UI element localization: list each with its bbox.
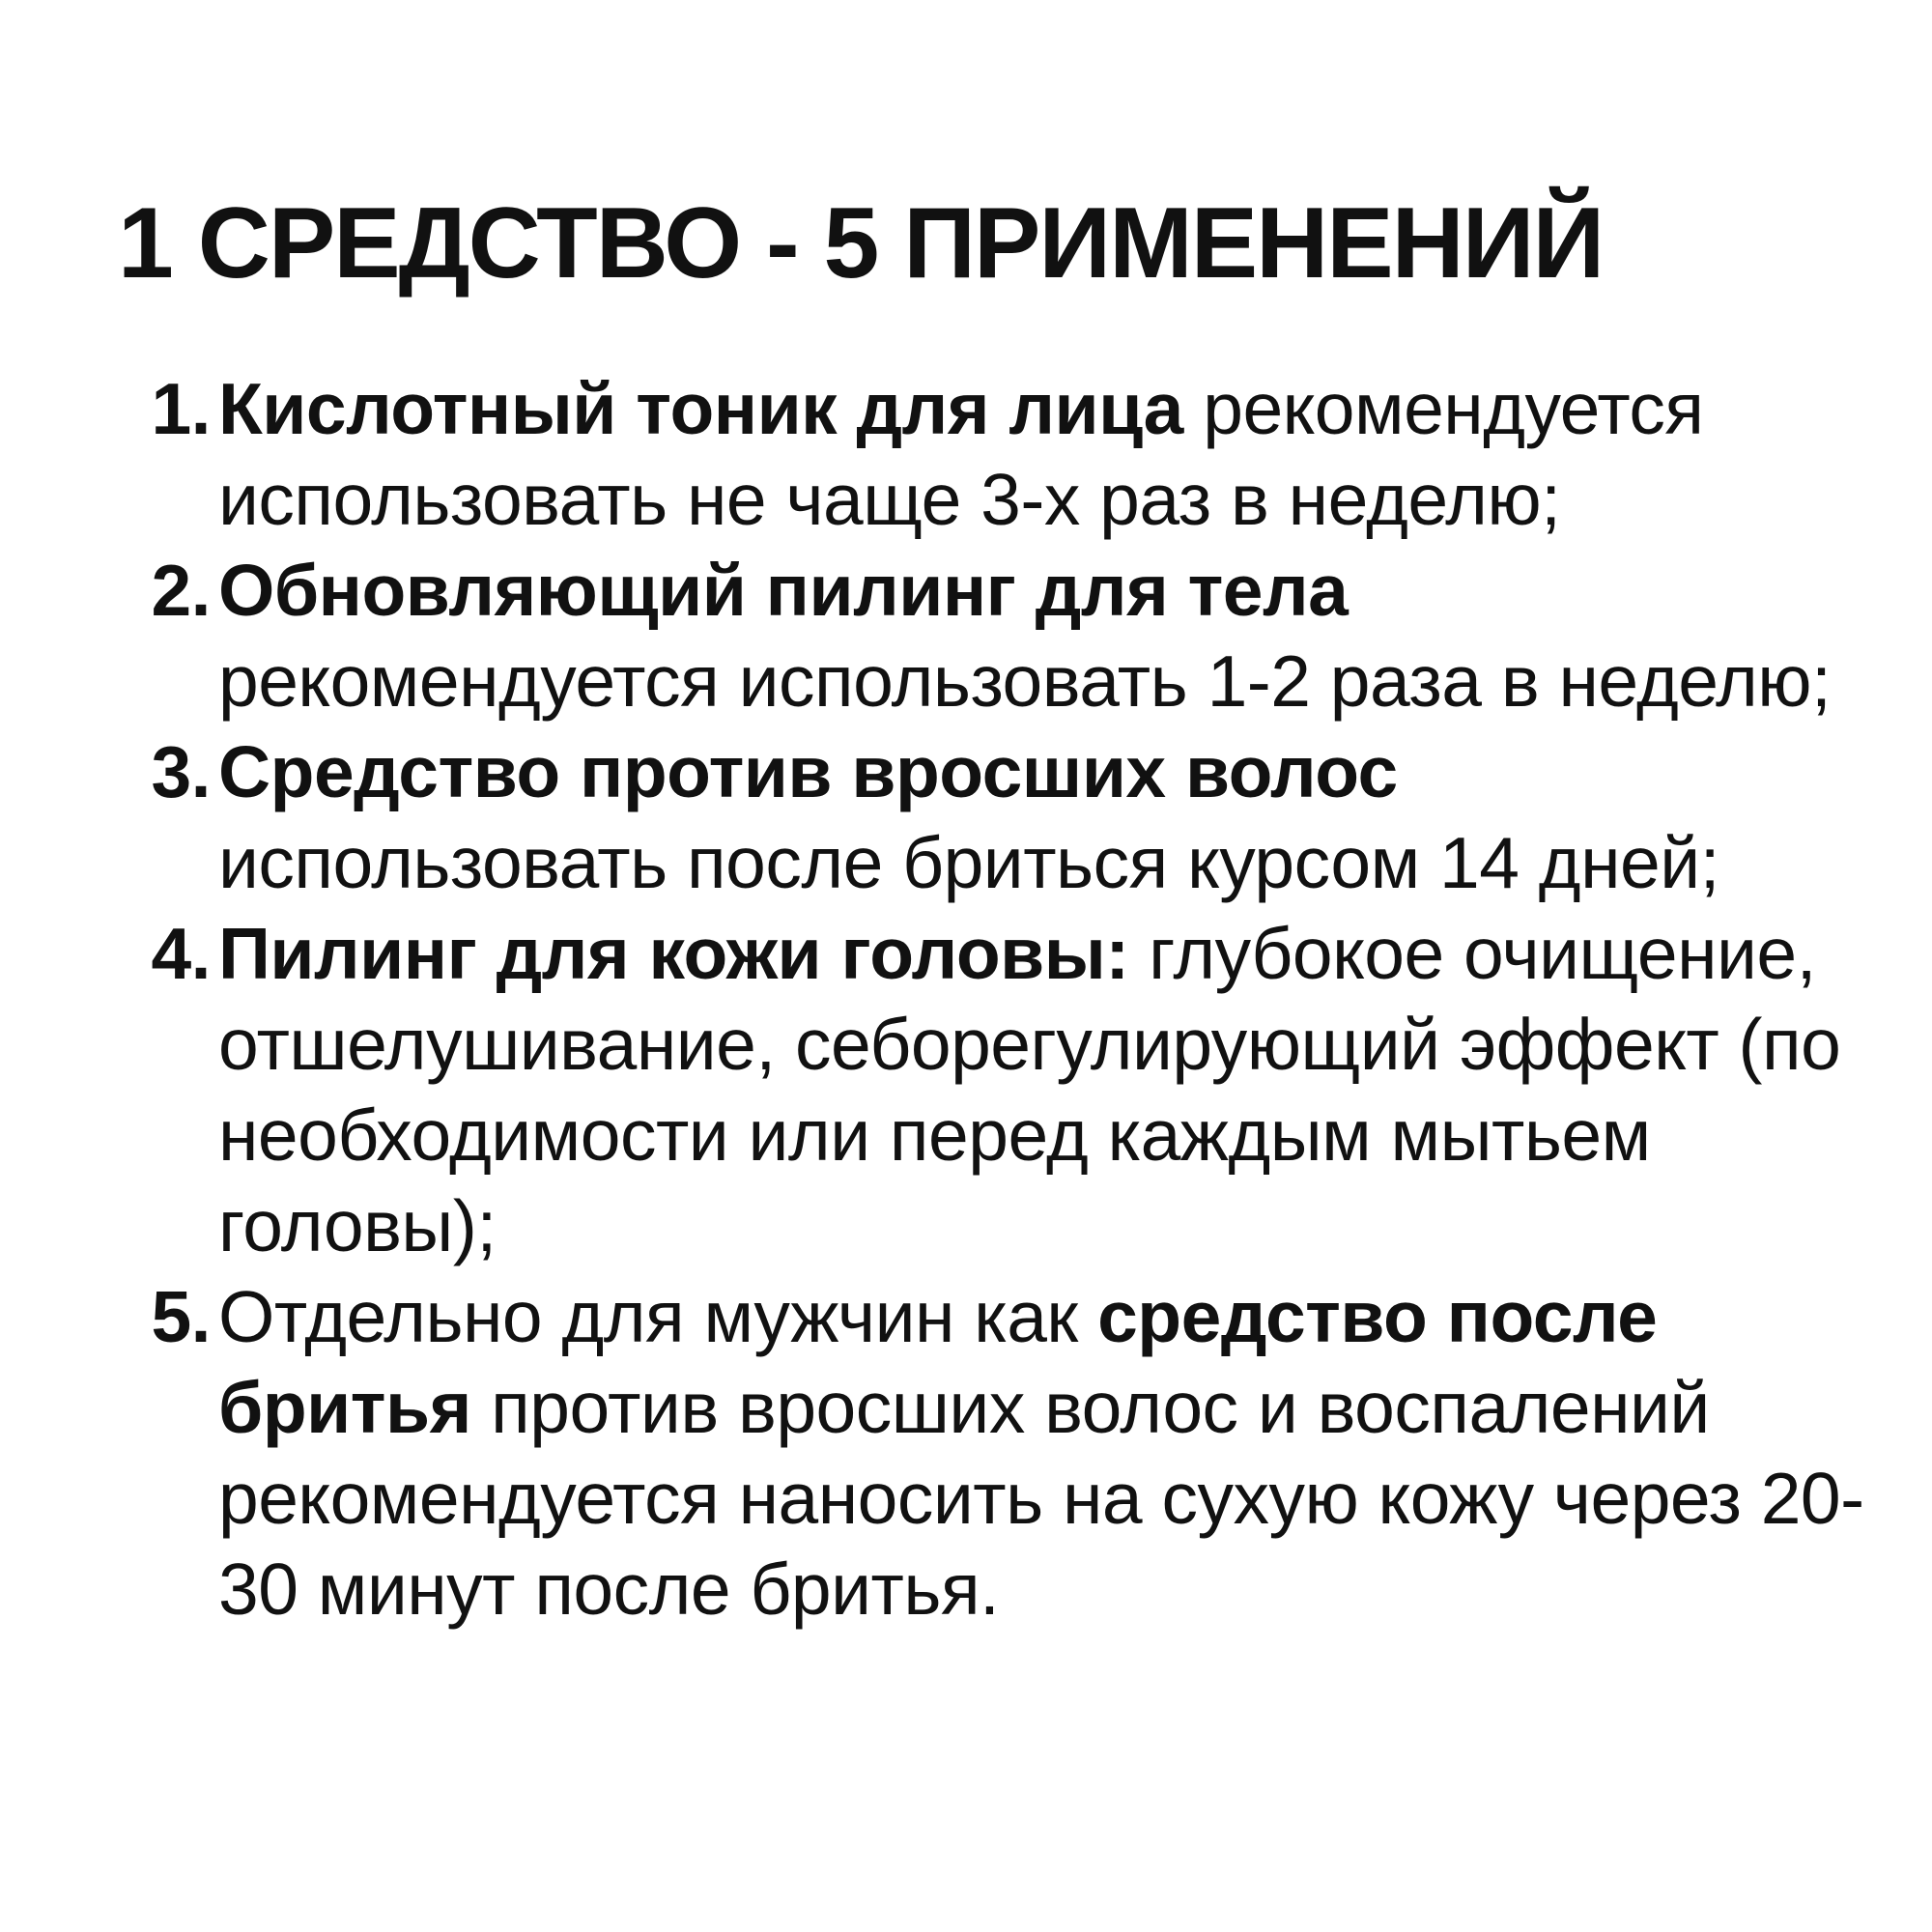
item-bold-text: Обновляющий пилинг для тела [218,550,1349,631]
item-bold-text: средство после бритья [218,1276,1658,1448]
item-text: использовать после бриться курсом 14 дней; [218,822,1719,903]
list-item-3 [118,726,1895,908]
usage-list [118,363,1895,1634]
item-text: рекомендуется использовать 1-2 раза в неделю; [218,640,1832,722]
item-number: 5. [151,1276,211,1357]
item-number: 3. [151,731,211,812]
list-item-4 [118,908,1895,1271]
item-bold-text: Кислотный тоник для лица [218,368,1183,449]
item-text: против вросших волос и воспалений рекомендуется наносить на сухую кожу через 20-30 минут после бритья. [218,1367,1864,1630]
item-number: 4. [151,913,211,994]
list-item-1 [118,363,1895,545]
item-number: 2. [151,550,211,631]
item-bold-text: Средство против вросших волос [218,731,1398,812]
item-text: глубокое очищение, отшелушивание, себорегулирующий эффект (по необходимости или перед каждым мытьем головы); [218,913,1841,1266]
item-number: 1. [151,368,211,449]
list-item-2 [118,545,1895,726]
item-bold-text: Пилинг для кожи головы: [218,913,1129,994]
item-text: рекомендуется использовать не чаще 3-х раз в неделю; [218,368,1704,540]
page-title: 1 СРЕДСТВО - 5 ПРИМЕНЕНИЙ [118,187,1604,299]
item-intro-text: Отдельно для мужчин как [218,1276,1098,1357]
list-item-5 [118,1271,1895,1634]
